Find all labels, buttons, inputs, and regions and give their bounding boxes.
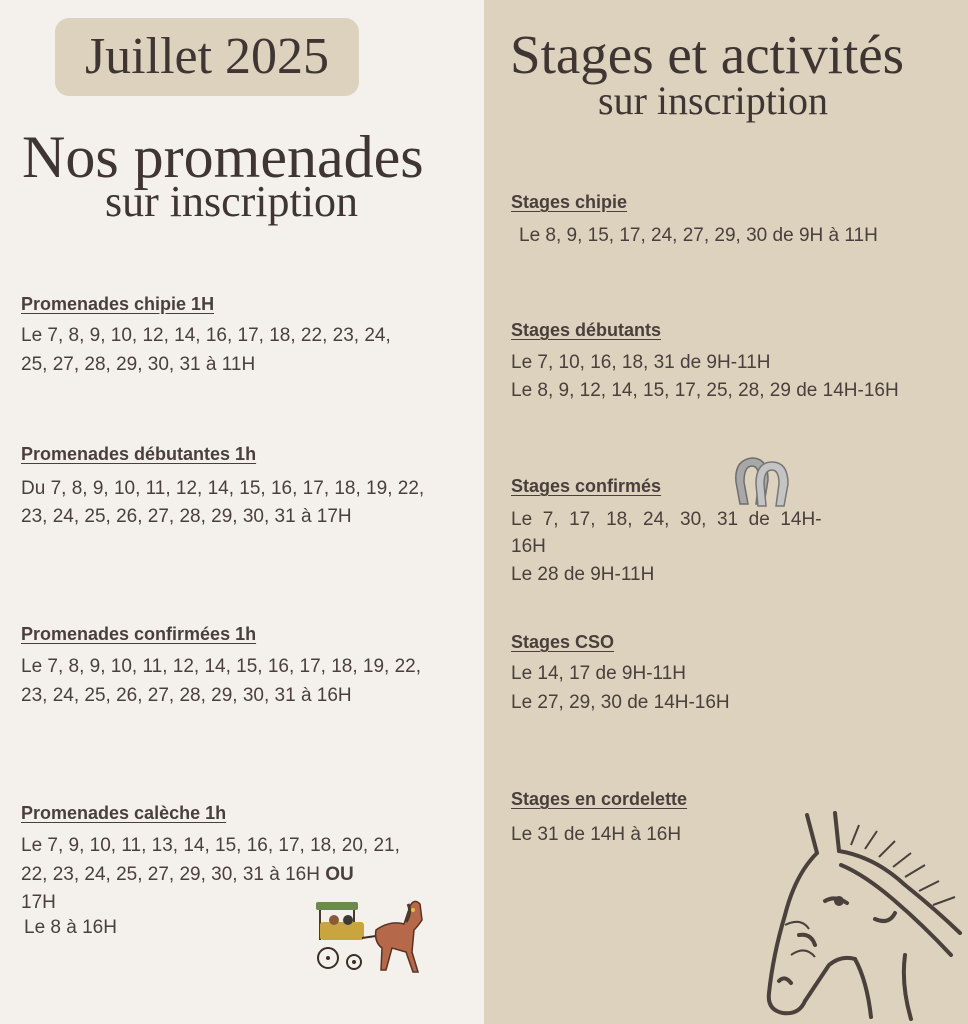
section-line: Le 8, 9, 15, 17, 24, 27, 29, 30 de 9H à 11H [519,225,878,246]
section-line: Le 7, 8, 9, 10, 11, 12, 14, 15, 16, 17, 18, 19, 22, [21,656,422,677]
section-heading-stages-cordelette: Stages en cordelette [511,789,688,809]
section-line: 17H [21,892,56,913]
section-line: Le 28 de 9H-11H [511,564,655,585]
or-word: OU [325,864,354,885]
section-heading-stages-chipie: Stages chipie [511,192,628,212]
section-line: Le 27, 29, 30 de 14H-16H [511,692,730,713]
horseshoe-icon [728,452,794,510]
section-line: 23, 24, 25, 26, 27, 28, 29, 30, 31 à 16H [21,685,352,706]
stages-subtitle: sur inscription [598,78,828,123]
promenades-subtitle: sur inscription [105,177,358,226]
month-title: Juillet 2025 [84,28,330,85]
section-line: Le 7, 9, 10, 11, 13, 14, 15, 16, 17, 18, 20, 21, [21,835,400,856]
section-line: Le 7, 10, 16, 18, 31 de 9H-11H [511,352,771,373]
section-heading-promenades-caleche: Promenades calèche 1h [21,803,227,823]
section-heading-promenades-confirmees: Promenades confirmées 1h [21,624,257,644]
section-heading-promenades-debutantes: Promenades débutantes 1h [21,444,257,464]
caleche-times: 22, 23, 24, 25, 27, 29, 30, 31 à 16H [21,864,320,885]
section-line: Le 31 de 14H à 16H [511,824,682,845]
section-line: Le 8, 9, 12, 14, 15, 17, 25, 28, 29 de 14H-16H [511,380,899,401]
section-line [21,861,354,889]
carriage-illustration [310,890,430,980]
section-line: Le 7, 17, 18, 24, 30, 31 de 14H- [511,509,822,530]
stages-title: Stages et activités [510,24,905,85]
section-heading-stages-confirmes: Stages confirmés [511,476,662,496]
section-heading-stages-cso: Stages CSO [511,632,615,652]
horse-head-illustration [755,805,968,1024]
section-line: 25, 27, 28, 29, 30, 31 à 11H [21,354,256,375]
promenades-title: Nos promenades [22,124,424,190]
section-line: Le 14, 17 de 9H-11H [511,663,686,684]
section-line: 23, 24, 25, 26, 27, 28, 29, 30, 31 à 17H [21,506,352,527]
section-heading-stages-debutants: Stages débutants [511,320,662,340]
section-line: Le 8 à 16H [24,917,117,938]
section-heading-promenades-chipie: Promenades chipie 1H [21,294,215,314]
section-line: Du 7, 8, 9, 10, 11, 12, 14, 15, 16, 17, 18, 19, 22, [21,478,425,499]
section-line: 16H [511,536,546,557]
section-line: Le 7, 8, 9, 10, 12, 14, 16, 17, 18, 22, 23, 24, [21,325,391,346]
